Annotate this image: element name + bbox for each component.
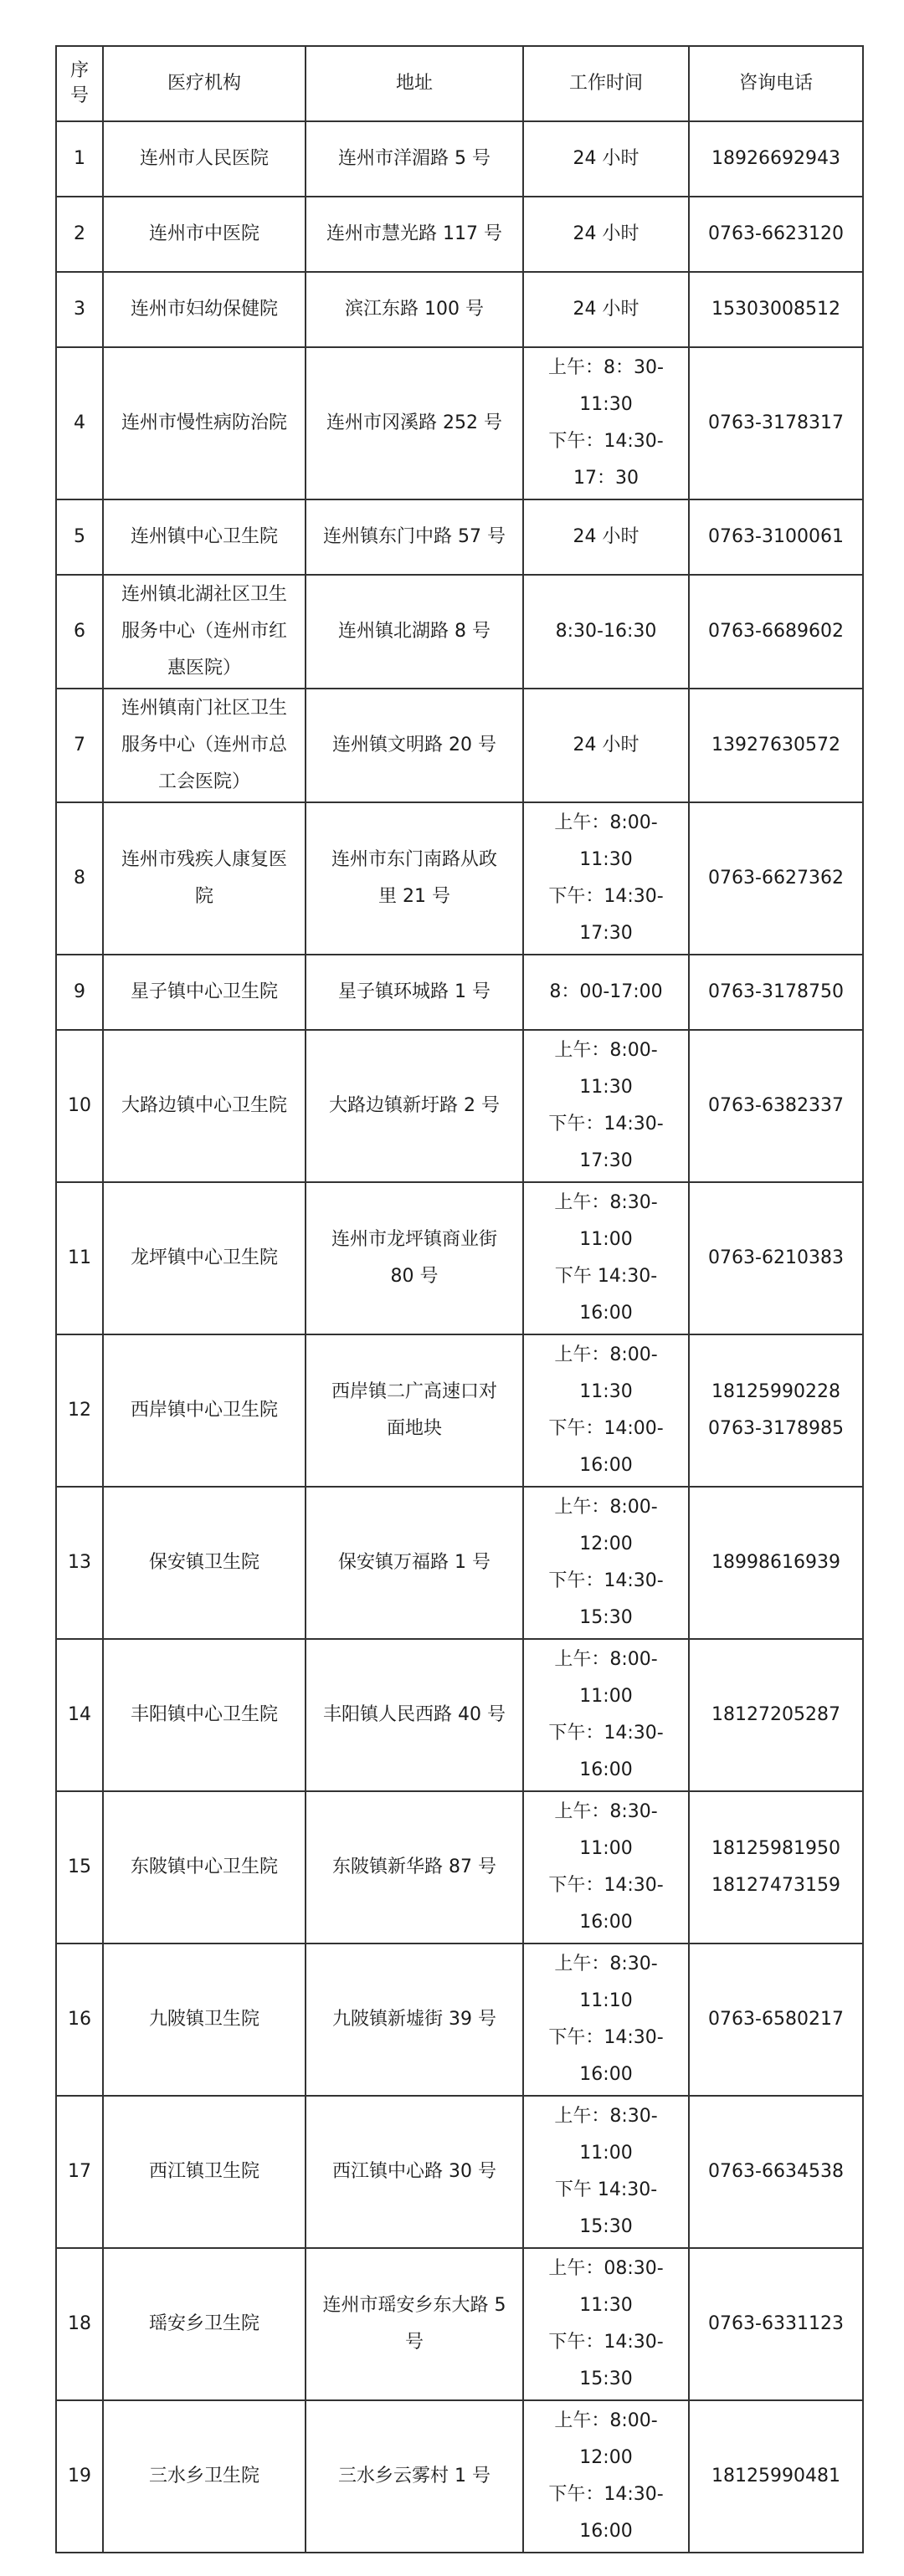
row-number-cell <box>56 2400 103 2553</box>
consult-phone: 0763-3178985 <box>708 1418 844 1439</box>
row-number-cell <box>56 1030 103 1182</box>
consult-phone: 0763-6634538 <box>708 2161 844 2182</box>
table-row <box>56 802 863 955</box>
working-hours: 15:30 <box>579 1607 633 1628</box>
institution-name: 连州镇中心卫生院 <box>130 526 278 547</box>
working-hours: 12:00 <box>579 2447 633 2468</box>
working-hours-cell <box>523 272 689 347</box>
institution-address-cell <box>306 121 523 197</box>
institution-name-cell <box>103 347 306 499</box>
institution-address: 连州市东门南路从政 <box>331 849 497 870</box>
institution-name-cell <box>103 121 306 197</box>
institution-name: 大路边镇中心卫生院 <box>121 1095 287 1116</box>
row-number-cell <box>56 1487 103 1639</box>
institution-name: 星子镇中心卫生院 <box>130 981 278 1002</box>
working-hours: 下午：14:30- <box>548 1570 664 1591</box>
working-hours: 11:30 <box>579 1077 633 1098</box>
working-hours: 11:00 <box>579 1838 633 1859</box>
institution-address-cell <box>306 1791 523 1944</box>
working-hours: 16:00 <box>579 1303 633 1324</box>
working-hours: 上午：08:30- <box>548 2258 664 2279</box>
institution-address-cell <box>306 2096 523 2248</box>
working-hours-cell <box>523 1182 689 1334</box>
institution-address: 西江镇中心路 30 号 <box>332 2161 496 2182</box>
working-hours: 上午：8:00- <box>554 1497 658 1518</box>
table-row <box>56 2248 863 2400</box>
working-hours: 11:30 <box>579 849 633 870</box>
consult-phone-cell <box>689 347 863 499</box>
table-row <box>56 121 863 197</box>
institution-address: 大路边镇新圩路 2 号 <box>329 1095 500 1116</box>
consult-phone-cell <box>689 2248 863 2400</box>
row-number-cell <box>56 1791 103 1944</box>
working-hours: 24 小时 <box>573 526 639 547</box>
institution-name: 九陂镇卫生院 <box>148 2009 259 2030</box>
header-address: 地址 <box>306 46 523 121</box>
working-hours-cell <box>523 955 689 1030</box>
working-hours: 下午 14:30- <box>554 1266 658 1287</box>
working-hours-cell <box>523 499 689 575</box>
row-number-cell <box>56 272 103 347</box>
institution-name-cell <box>103 1334 306 1487</box>
row-number: 2 <box>74 223 85 244</box>
working-hours: 下午：14:30- <box>548 2484 664 2505</box>
row-number: 8 <box>74 868 85 889</box>
row-number-cell <box>56 955 103 1030</box>
institution-address-cell <box>306 2400 523 2553</box>
institution-name-cell <box>103 2400 306 2553</box>
institution-address-cell <box>306 1639 523 1791</box>
working-hours: 17：30 <box>573 468 639 489</box>
working-hours: 17:30 <box>579 923 633 944</box>
institution-address-cell <box>306 2248 523 2400</box>
institution-address: 西岸镇二广高速口对 <box>331 1381 497 1402</box>
consult-phone-cell <box>689 1639 863 1791</box>
institution-address-cell <box>306 1030 523 1182</box>
working-hours: 16:00 <box>579 2521 633 2542</box>
working-hours: 8：00-17:00 <box>549 981 663 1002</box>
consult-phone-cell <box>689 689 863 802</box>
working-hours-cell <box>523 575 689 689</box>
working-hours-cell <box>523 1334 689 1487</box>
table-row <box>56 1944 863 2096</box>
institution-name: 东陂镇中心卫生院 <box>130 1856 278 1877</box>
institution-address: 九陂镇新墟街 39 号 <box>332 2009 496 2030</box>
working-hours: 下午：14:30- <box>548 431 664 452</box>
working-hours: 11:30 <box>579 1381 633 1402</box>
institution-address-cell <box>306 1334 523 1487</box>
institution-name: 西岸镇中心卫生院 <box>130 1400 278 1421</box>
institution-address: 连州市龙坪镇商业街 <box>331 1229 497 1250</box>
institution-address: 滨江东路 100 号 <box>345 299 484 320</box>
institution-name: 连州市残疾人康复医 <box>121 849 287 870</box>
working-hours-cell <box>523 2248 689 2400</box>
institution-name: 保安镇卫生院 <box>148 1552 259 1573</box>
institution-address-cell <box>306 347 523 499</box>
consult-phone-cell <box>689 121 863 197</box>
working-hours-cell <box>523 1030 689 1182</box>
table-row <box>56 955 863 1030</box>
row-number-cell <box>56 1944 103 2096</box>
working-hours: 上午：8:00- <box>554 2410 658 2431</box>
institution-address: 连州镇北湖路 8 号 <box>338 621 491 642</box>
row-number: 10 <box>68 1095 91 1116</box>
working-hours: 11:10 <box>579 1990 633 2011</box>
working-hours: 24 小时 <box>573 735 639 755</box>
institution-address: 丰阳镇人民西路 40 号 <box>323 1704 506 1725</box>
row-number-cell <box>56 1639 103 1791</box>
working-hours-cell <box>523 1487 689 1639</box>
consult-phone-cell <box>689 1182 863 1334</box>
institution-address: 连州镇东门中路 57 号 <box>323 526 506 547</box>
institution-address: 面地块 <box>386 1418 442 1439</box>
institution-address-cell <box>306 955 523 1030</box>
row-number-cell <box>56 1182 103 1334</box>
row-number: 7 <box>74 735 85 755</box>
row-number: 17 <box>68 2161 91 2182</box>
working-hours: 下午：14:00- <box>548 1418 664 1439</box>
working-hours: 24 小时 <box>573 148 639 169</box>
row-number-cell <box>56 121 103 197</box>
table-row <box>56 197 863 272</box>
institution-name-cell <box>103 575 306 689</box>
institution-address-cell <box>306 1944 523 2096</box>
institution-name-cell <box>103 197 306 272</box>
working-hours-cell <box>523 689 689 802</box>
working-hours: 11:00 <box>579 1686 633 1707</box>
row-number: 15 <box>68 1856 91 1877</box>
institution-name-cell <box>103 1639 306 1791</box>
institution-address-cell <box>306 499 523 575</box>
consult-phone: 0763-3178750 <box>708 981 844 1002</box>
consult-phone: 0763-3100061 <box>708 526 844 547</box>
consult-phone-cell <box>689 2400 863 2553</box>
institution-name-cell <box>103 802 306 955</box>
institution-address-cell <box>306 575 523 689</box>
table-row <box>56 1334 863 1487</box>
institution-name: 连州市妇幼保健院 <box>130 299 278 320</box>
institution-name: 丰阳镇中心卫生院 <box>130 1704 278 1725</box>
consult-phone-cell <box>689 1334 863 1487</box>
row-number: 3 <box>74 299 85 320</box>
consult-phone-cell <box>689 197 863 272</box>
row-number-cell <box>56 197 103 272</box>
consult-phone: 18125990228 <box>711 1381 840 1402</box>
institution-name-cell <box>103 1791 306 1944</box>
row-number: 9 <box>74 981 85 1002</box>
working-hours: 上午：8:30- <box>554 1954 658 1974</box>
working-hours-cell <box>523 2400 689 2553</box>
working-hours: 上午：8:00- <box>554 1040 658 1061</box>
working-hours: 11:30 <box>579 394 633 415</box>
institution-address: 东陂镇新华路 87 号 <box>332 1856 496 1877</box>
working-hours: 下午：14:30- <box>548 2027 664 2048</box>
institution-address-cell <box>306 1487 523 1639</box>
consult-phone: 0763-6382337 <box>708 1095 844 1116</box>
working-hours: 下午：14:30- <box>548 1875 664 1896</box>
institution-address: 连州市冈溪路 252 号 <box>326 412 502 433</box>
table-row <box>56 272 863 347</box>
working-hours: 下午：14:30- <box>548 1114 664 1134</box>
institution-name: 连州镇南门社区卫生 <box>121 698 287 719</box>
table-row <box>56 689 863 802</box>
working-hours: 24 小时 <box>573 299 639 320</box>
table-row <box>56 2096 863 2248</box>
table-row <box>56 1639 863 1791</box>
table-row <box>56 1487 863 1639</box>
table-row <box>56 1791 863 1944</box>
institution-name-cell <box>103 2096 306 2248</box>
institution-name: 三水乡卫生院 <box>148 2466 259 2486</box>
consult-phone: 18998616939 <box>711 1552 840 1573</box>
institution-address: 连州市瑶安乡东大路 5 <box>322 2295 506 2316</box>
institution-name-cell <box>103 1944 306 2096</box>
working-hours: 15:30 <box>579 2369 633 2389</box>
consult-phone: 18926692943 <box>711 148 840 169</box>
institution-name-cell <box>103 2248 306 2400</box>
working-hours: 11:00 <box>579 2143 633 2164</box>
institution-name-cell <box>103 1487 306 1639</box>
institution-name: 惠医院） <box>167 658 241 679</box>
working-hours-cell <box>523 1639 689 1791</box>
working-hours: 11:00 <box>579 1229 633 1250</box>
row-number: 14 <box>68 1704 91 1725</box>
clinic-table <box>55 45 864 2553</box>
row-number-cell <box>56 2248 103 2400</box>
consult-phone-cell <box>689 1944 863 2096</box>
header-phone: 咨询电话 <box>689 46 863 121</box>
institution-address: 连州市慧光路 117 号 <box>326 223 502 244</box>
institution-address: 里 21 号 <box>378 886 450 907</box>
working-hours: 下午：14:30- <box>548 1723 664 1744</box>
institution-name: 服务中心（连州市总 <box>121 735 287 755</box>
consult-phone: 0763-6689602 <box>708 621 844 642</box>
row-number: 4 <box>74 412 85 433</box>
header-hours: 工作时间 <box>523 46 689 121</box>
institution-address: 80 号 <box>390 1266 439 1287</box>
row-number: 11 <box>68 1247 91 1268</box>
consult-phone-cell <box>689 499 863 575</box>
working-hours: 16:00 <box>579 2064 633 2085</box>
institution-address-cell <box>306 802 523 955</box>
working-hours: 上午：8:30- <box>554 1192 658 1213</box>
consult-phone: 0763-6331123 <box>708 2313 844 2334</box>
working-hours: 上午：8:30- <box>554 2106 658 2127</box>
consult-phone-cell <box>689 1487 863 1639</box>
row-number-cell <box>56 499 103 575</box>
institution-address-cell <box>306 272 523 347</box>
working-hours-cell <box>523 197 689 272</box>
working-hours: 8:30-16:30 <box>555 621 657 642</box>
header-institution: 医疗机构 <box>103 46 306 121</box>
consult-phone: 0763-6627362 <box>708 868 844 889</box>
institution-name: 西江镇卫生院 <box>148 2161 259 2182</box>
consult-phone: 13927630572 <box>711 735 840 755</box>
institution-name: 连州市人民医院 <box>139 148 269 169</box>
row-number-cell <box>56 347 103 499</box>
institution-name: 连州市中医院 <box>148 223 259 244</box>
institution-name-cell <box>103 1030 306 1182</box>
row-number-cell <box>56 1334 103 1487</box>
institution-name: 院 <box>194 886 213 907</box>
working-hours: 12:00 <box>579 1534 633 1554</box>
table-row <box>56 2400 863 2553</box>
institution-address-cell <box>306 1182 523 1334</box>
working-hours: 下午：14:30- <box>548 886 664 907</box>
consult-phone: 0763-6210383 <box>708 1247 844 1268</box>
institution-address: 连州市洋湄路 5 号 <box>338 148 491 169</box>
institution-name: 服务中心（连州市红 <box>121 621 287 642</box>
consult-phone: 18127205287 <box>711 1704 840 1725</box>
row-number-cell <box>56 2096 103 2248</box>
consult-phone-cell <box>689 1791 863 1944</box>
institution-name: 连州镇北湖社区卫生 <box>121 584 287 605</box>
working-hours: 16:00 <box>579 1455 633 1476</box>
row-number: 13 <box>68 1552 91 1573</box>
institution-address-cell <box>306 689 523 802</box>
row-number: 12 <box>68 1400 91 1421</box>
consult-phone: 0763-3178317 <box>708 412 844 433</box>
institution-name: 工会医院） <box>157 771 250 792</box>
institution-name-cell <box>103 1182 306 1334</box>
working-hours: 17:30 <box>579 1150 633 1171</box>
table-container <box>55 45 864 2553</box>
table-body <box>56 121 863 2553</box>
working-hours: 16:00 <box>579 1759 633 1780</box>
institution-name-cell <box>103 499 306 575</box>
institution-address: 保安镇万福路 1 号 <box>338 1552 491 1573</box>
consult-phone-cell <box>689 955 863 1030</box>
consult-phone: 18127473159 <box>711 1875 840 1896</box>
header-no: 序号 <box>56 46 103 121</box>
table-row <box>56 347 863 499</box>
working-hours-cell <box>523 802 689 955</box>
row-number: 16 <box>68 2009 91 2030</box>
institution-name: 龙坪镇中心卫生院 <box>130 1247 278 1268</box>
working-hours-cell <box>523 347 689 499</box>
working-hours: 上午：8:00- <box>554 1344 658 1365</box>
table-row <box>56 499 863 575</box>
consult-phone: 0763-6580217 <box>708 2009 844 2030</box>
working-hours: 上午：8:30- <box>554 1801 658 1822</box>
working-hours: 下午：14:30- <box>548 2332 664 2353</box>
row-number-cell <box>56 689 103 802</box>
working-hours-cell <box>523 1791 689 1944</box>
row-number: 18 <box>68 2313 91 2334</box>
institution-name-cell <box>103 955 306 1030</box>
row-number-cell <box>56 802 103 955</box>
working-hours: 上午：8:00- <box>554 812 658 833</box>
table-row <box>56 575 863 689</box>
consult-phone-cell <box>689 2096 863 2248</box>
row-number: 1 <box>74 148 85 169</box>
working-hours: 上午：8:00- <box>554 1649 658 1670</box>
row-number: 6 <box>74 621 85 642</box>
consult-phone: 18125981950 <box>711 1838 840 1859</box>
consult-phone-cell <box>689 802 863 955</box>
institution-address: 三水乡云雾村 1 号 <box>338 2466 491 2486</box>
institution-address: 星子镇环城路 1 号 <box>338 981 491 1002</box>
working-hours: 上午：8：30- <box>548 357 664 378</box>
working-hours: 11:30 <box>579 2295 633 2316</box>
working-hours: 16:00 <box>579 1912 633 1933</box>
working-hours: 15:30 <box>579 2216 633 2237</box>
institution-name: 瑶安乡卫生院 <box>148 2313 259 2334</box>
working-hours-cell <box>523 2096 689 2248</box>
institution-address: 连州镇文明路 20 号 <box>332 735 496 755</box>
working-hours-cell <box>523 121 689 197</box>
institution-name: 连州市慢性病防治院 <box>121 412 287 433</box>
working-hours: 24 小时 <box>573 223 639 244</box>
working-hours-cell <box>523 1944 689 2096</box>
row-number: 19 <box>68 2466 91 2486</box>
consult-phone: 18125990481 <box>711 2466 840 2486</box>
consult-phone-cell <box>689 575 863 689</box>
row-number-cell <box>56 575 103 689</box>
institution-name-cell <box>103 272 306 347</box>
institution-address: 号 <box>404 2332 424 2353</box>
institution-address-cell <box>306 197 523 272</box>
working-hours: 下午 14:30- <box>554 2179 658 2200</box>
consult-phone: 0763-6623120 <box>708 223 844 244</box>
table-row <box>56 1182 863 1334</box>
consult-phone-cell <box>689 1030 863 1182</box>
institution-name-cell <box>103 689 306 802</box>
consult-phone-cell <box>689 272 863 347</box>
consult-phone: 15303008512 <box>711 299 840 320</box>
header-row <box>56 46 863 121</box>
row-number: 5 <box>74 526 85 547</box>
table-row <box>56 1030 863 1182</box>
